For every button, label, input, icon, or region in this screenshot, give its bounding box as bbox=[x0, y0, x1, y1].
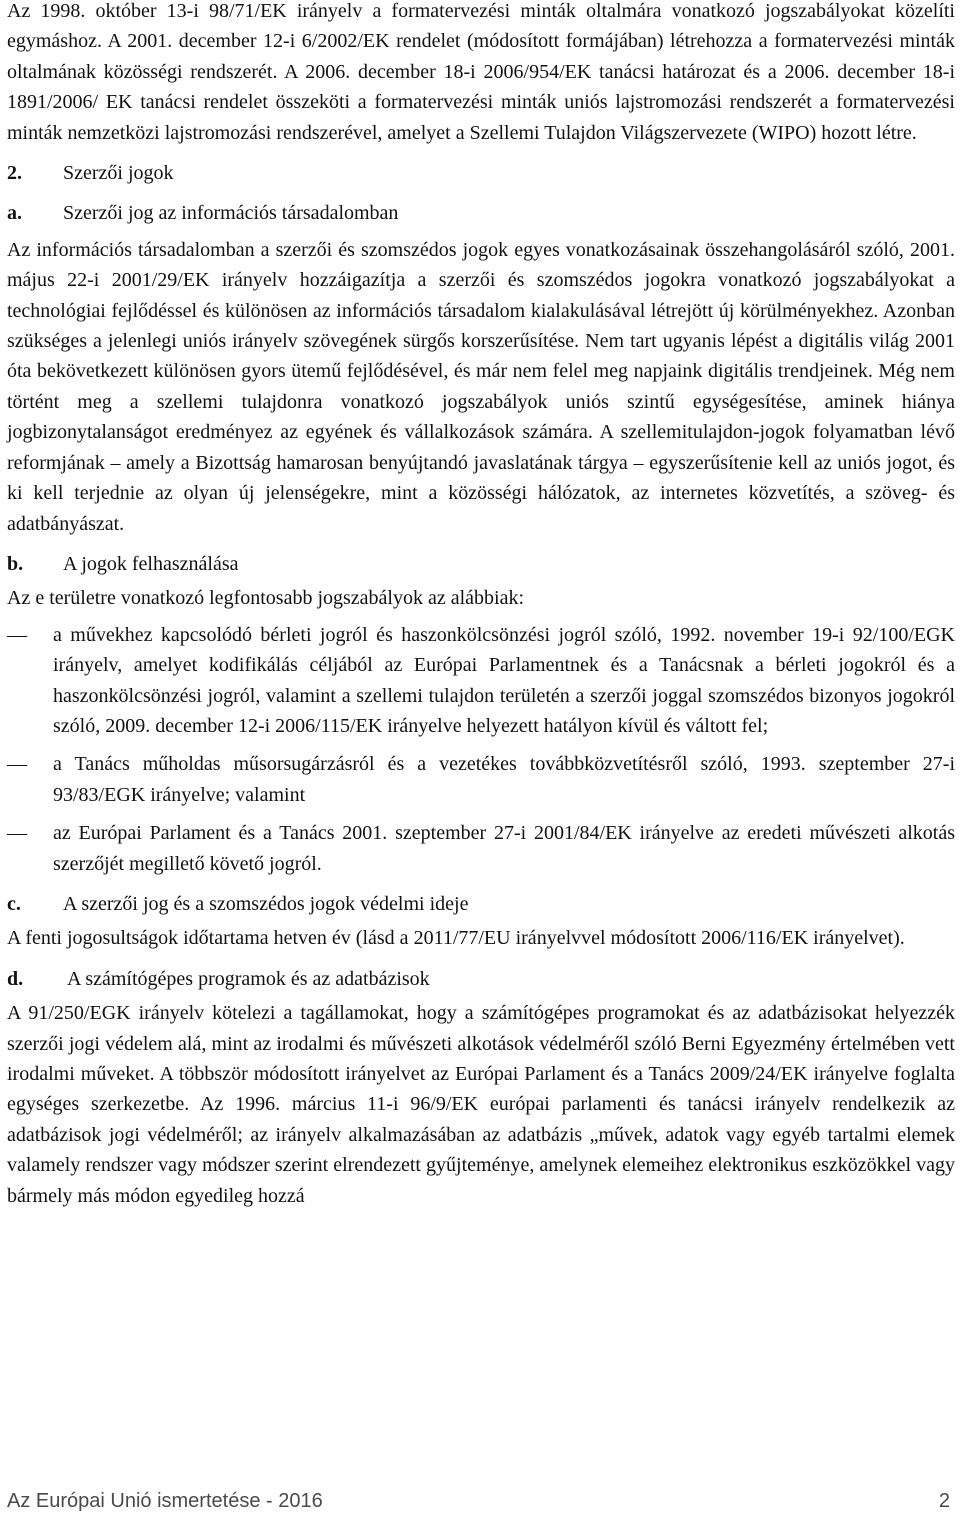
section-number: 2. bbox=[7, 162, 22, 185]
paragraph-software-databases: A 91/250/EGK irányelv kötelezi a tagállamokat, hogy a számítógépes programokat és az adatbázisokat helyezzék szerzői jogi védelem alá, mint az irodalmi és művészeti alkotások védelméről szóló Berni Egyezmény értelmében vett irodalmi műveket. A többször módosított irányelvet az Európai Parlament és a Tanács 2009/24/EK irányelve foglalta egységes szerkezetbe. Az 1996. március 11-i 96/9/EK európai parlamenti és tanácsi irányelv rendelkezik az adatbázisok jogi védelméről; az irányelv alkalmazásában az adatbázis „művek, adatok vagy egyéb tartalmi elemek valamely rendszer vagy módszer szerint elrendezett gyűjteménye, amelynek elemeihez elektronikus eszközökkel vagy bármely más módon egyedileg hozzá bbox=[7, 1002, 955, 1207]
subsection-letter: a. bbox=[7, 202, 22, 225]
subsection-heading-d bbox=[7, 964, 955, 994]
section-heading-2 bbox=[7, 158, 955, 188]
section-title: Szerzői jogok bbox=[63, 162, 174, 185]
subsection-title: A jogok felhasználása bbox=[63, 552, 239, 575]
subsection-letter: b. bbox=[7, 552, 24, 575]
subsection-heading-c bbox=[7, 889, 955, 919]
document-body bbox=[7, 0, 955, 1211]
subsection-letter: d. bbox=[7, 967, 24, 990]
subsection-title: Szerzői jog az információs társadalomban bbox=[63, 202, 399, 225]
paragraph-protection-term: A fenti jogosultságok időtartama hetven év (lásd a 2011/77/EU irányelvvel módosított 2006/116/EK irányelvet). bbox=[7, 927, 905, 950]
paragraph-information-society: Az információs társadalomban a szerzői és szomszédos jogok egyes vonatkozásainak összehangolásáról szóló, 2001. május 22-i 2001/29/EK irányelv hozzáigazítja a szerzői és szomszédos jogokra vonatkozó jogszabályokat a technológiai fejlődéssel és különösen az információs társadalom kialakulásával létrejött új körülményekhez. Azonban szükséges a jelenlegi uniós irányelv szövegének sürgős korszerűsítése. Nem tart ugyanis lépést a digitális világ 2001 óta bekövetkezett különösen gyors ütemű fejlődésével, és már nem felel meg napjaink digitális trendjeinek. Még nem történt meg a szellemi tulajdonra vonatkozó jogszabályok uniós szintű egységesítése, aminek hiánya jogbizonytalanságot eredményez az egyének és vállalkozások számára. A szellemitulajdon-jogok folyamatban lévő reformjának – amely a Bizottság hamarosan benyújtandó javaslatának tárgya – egyszerűsítenie kell az uniós jogot, és ki kell terjednie az olyan új jelenségekre, mint a közösségi hálózatok, az internetes közvetítés, a szöveg- és adatbányászat. bbox=[7, 238, 955, 535]
list-item bbox=[7, 620, 955, 742]
subsection-heading-b bbox=[7, 549, 955, 579]
list-item-text: a művekhez kapcsolódó bérleti jogról és haszonkölcsönzési jogról szóló, 1992. november 19-i 92/100/EGK irányelv, amelyet kodifikálás céljából az Európai Parlamentnek és a Tanácsnak a bérleti jogokról és a haszonkölcsönzési jogról, valamint a szellemi tulajdon területén a szerzői joggal szomszédos bizonyos jogokról szóló, 2009. december 12-i 2006/115/EK irányelve helyezett hatályon kívül és váltott fel; bbox=[53, 623, 955, 737]
subsection-heading-a bbox=[7, 198, 955, 228]
dash-bullet: — bbox=[7, 822, 27, 845]
subsection-letter: c. bbox=[7, 892, 21, 915]
page-number: 2 bbox=[938, 1490, 950, 1512]
footer-title: Az Európai Unió ismertetése - 2016 bbox=[7, 1490, 323, 1512]
subsection-title: A számítógépes programok és az adatbázisok bbox=[67, 967, 430, 990]
list-item-text: az Európai Parlament és a Tanács 2001. szeptember 27-i 2001/84/EK irányelve az eredeti művészeti alkotás szerzőjét megillető követő jogról. bbox=[53, 822, 955, 875]
paragraph-design-protection: Az 1998. október 13-i 98/71/EK irányelv a formatervezési minták oltalmára vonatkozó jogszabályokat közelíti egymáshoz. A 2001. december 12-i 6/2002/EK rendelet (módosított formájában) létrehozza a formatervezési minták oltalmának közösségi rendszerét. A 2006. december 18-i 2006/954/EK tanácsi határozat és a 2006. december 18-i 1891/2006/ EK tanácsi rendelet összeköti a formatervezési minták uniós lajstromozási rendszerét a formatervezési minták nemzetközi lajstromozási rendszerével, amelyet a Szellemi Tulajdon Világszervezete (WIPO) hozott létre. bbox=[7, 0, 955, 144]
list-item bbox=[7, 818, 955, 879]
list-item-text: a Tanács műholdas műsorsugárzásról és a vezetékes továbbközvetítésről szóló, 1993. szeptember 27-i 93/83/EGK irányelve; valamint bbox=[53, 753, 955, 806]
legislation-list bbox=[7, 620, 955, 879]
paragraph-list-intro: Az e területre vonatkozó legfontosabb jogszabályok az alábbiak: bbox=[7, 587, 525, 610]
subsection-title: A szerzői jog és a szomszédos jogok védelmi ideje bbox=[63, 892, 469, 915]
dash-bullet: — bbox=[7, 753, 27, 776]
dash-bullet: — bbox=[7, 623, 27, 646]
list-item bbox=[7, 749, 955, 810]
page-footer bbox=[7, 1486, 950, 1516]
